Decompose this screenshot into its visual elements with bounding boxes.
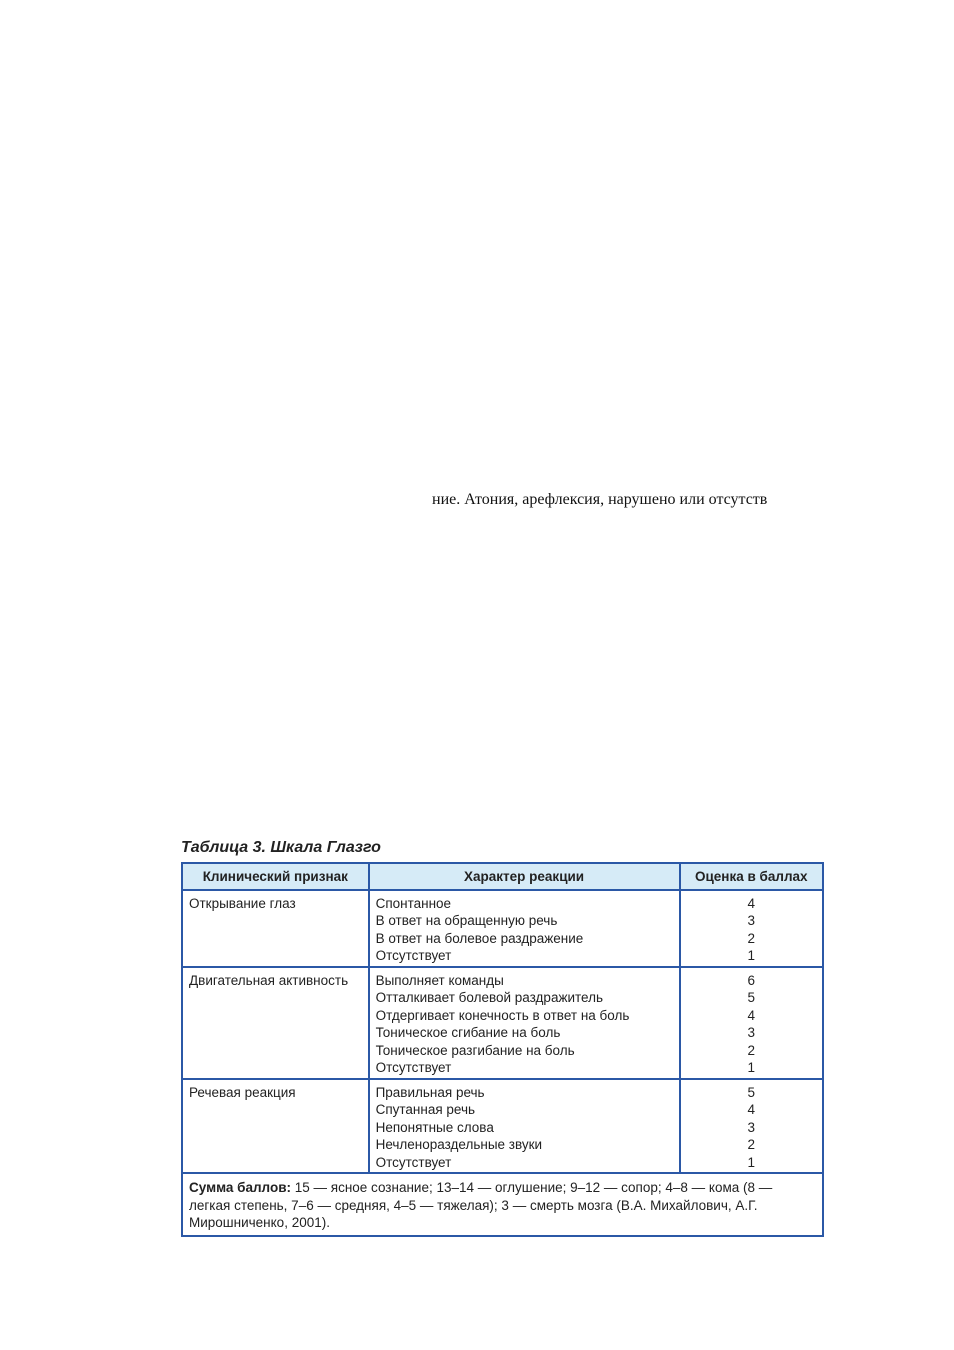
- table-summary-row: [182, 1173, 823, 1236]
- header-score: Оценка в баллах: [680, 863, 823, 890]
- table-header-row: [182, 863, 823, 890]
- table-caption: Таблица 3. Шкала Глазго: [181, 839, 381, 856]
- reaction-item: Непонятные слова: [375, 1119, 494, 1135]
- summary-text: 15 — ясное сознание; 13–14 — оглушение; 9–12 — сопор; 4–8 — кома (8 — легкая степень, 7–6 — средняя, 4–5 — тяжелая); 3 — смерть мозга (В.А. Михайлович, А.Г. Мирошниченко, 2001).: [189, 1180, 773, 1230]
- reaction-item: Отталкивает болевой раздражитель: [375, 990, 604, 1005]
- score-value: 3: [747, 1119, 756, 1135]
- score-value: 4: [747, 1007, 756, 1023]
- sign-cell: Двигательная активность: [182, 967, 369, 1079]
- summary-cell: [182, 1173, 823, 1236]
- page-text-fragment: ние. Атония, арефлексия, нарушено или отсутств: [432, 491, 768, 508]
- reaction-item: В ответ на болевое раздражение: [375, 930, 584, 946]
- header-clinical-sign: Клинический признак: [182, 863, 369, 890]
- score-value: 2: [747, 930, 756, 946]
- glasgow-scale-table: [181, 862, 824, 1237]
- reaction-item: Тоническое сгибание на боль: [375, 1025, 561, 1040]
- reaction-item: Выполняет команды: [375, 972, 504, 988]
- score-value: 1: [747, 1060, 756, 1075]
- table-row-verbal-response: [182, 1079, 823, 1174]
- sign-cell: Открывание глаз: [182, 890, 369, 967]
- table-row-motor-activity: [182, 967, 823, 1079]
- reaction-item: Отдергивает конечность в ответ на боль: [375, 1007, 630, 1023]
- score-value: 5: [747, 1084, 756, 1100]
- score-cell: [680, 1079, 823, 1174]
- score-value: 1: [747, 1154, 756, 1170]
- reaction-item: Спутанная речь: [375, 1102, 476, 1117]
- reaction-cell: [369, 1079, 680, 1174]
- score-value: 2: [747, 1042, 756, 1058]
- reaction-item: Отсутствует: [375, 1060, 452, 1075]
- score-value: 3: [747, 913, 756, 928]
- summary-label: Сумма баллов:: [189, 1180, 291, 1195]
- sign-cell: Речевая реакция: [182, 1079, 369, 1174]
- score-value: 4: [747, 895, 756, 911]
- score-value: 3: [747, 1025, 756, 1040]
- reaction-item: Тоническое разгибание на боль: [375, 1042, 575, 1058]
- reaction-item: Нечленораздельные звуки: [375, 1137, 543, 1152]
- score-value: 6: [747, 972, 756, 988]
- score-cell: [680, 890, 823, 967]
- header-reaction: Характер реакции: [369, 863, 680, 890]
- score-value: 1: [747, 948, 756, 963]
- reaction-cell: [369, 890, 680, 967]
- reaction-cell: [369, 967, 680, 1079]
- reaction-item: В ответ на обращенную речь: [375, 913, 558, 928]
- reaction-item: Отсутствует: [375, 1154, 452, 1170]
- score-cell: [680, 967, 823, 1079]
- score-value: 4: [747, 1102, 756, 1117]
- score-value: 5: [747, 990, 756, 1005]
- table-row-eye-opening: [182, 890, 823, 967]
- score-value: 2: [747, 1137, 756, 1152]
- reaction-item: Спонтанное: [375, 895, 452, 911]
- reaction-item: Отсутствует: [375, 948, 452, 963]
- reaction-item: Правильная речь: [375, 1084, 485, 1100]
